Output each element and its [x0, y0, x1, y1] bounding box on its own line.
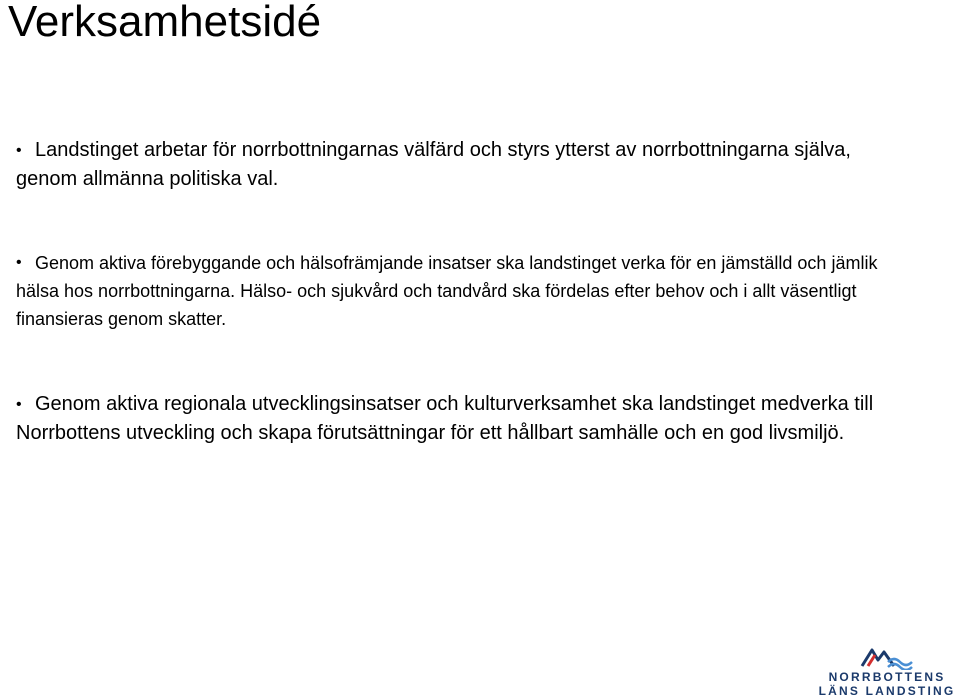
bullet-text: Landstinget arbetar för norrbottningarnas välfärd och styrs ytterst av norrbottningarna själva, genom allmänna politiska val. [16, 139, 851, 190]
organization-logo [814, 640, 960, 699]
bullet-marker: • [16, 254, 22, 271]
landsting-logo-icon [858, 646, 914, 670]
bullet-item [16, 136, 916, 194]
logo-text-line1: NORRBOTTENS [828, 670, 946, 684]
bullet-marker: • [16, 396, 22, 413]
slide-title: Verksamhetsidé [8, 0, 322, 46]
bullet-item [16, 390, 916, 448]
logo-text-line2: LÄNS LANDSTING [818, 684, 956, 698]
bullet-item [16, 249, 916, 333]
bullet-marker: • [16, 142, 22, 159]
bullet-text: Genom aktiva regionala utvecklingsinsatser och kulturverksamhet ska landstinget medverka till Norrbottens utveckling och skapa förutsättningar för ett hållbart samhälle och en god livsmiljö. [16, 393, 874, 444]
bullet-text: Genom aktiva förebyggande och hälsofrämjande insatser ska landstinget verka för en jämställd och jämlik hälsa hos norrbottningarna. Hälso- och sjukvård och tandvård ska fördelas efter behov och i allt väsentligt finansieras genom skatter. [16, 253, 878, 329]
